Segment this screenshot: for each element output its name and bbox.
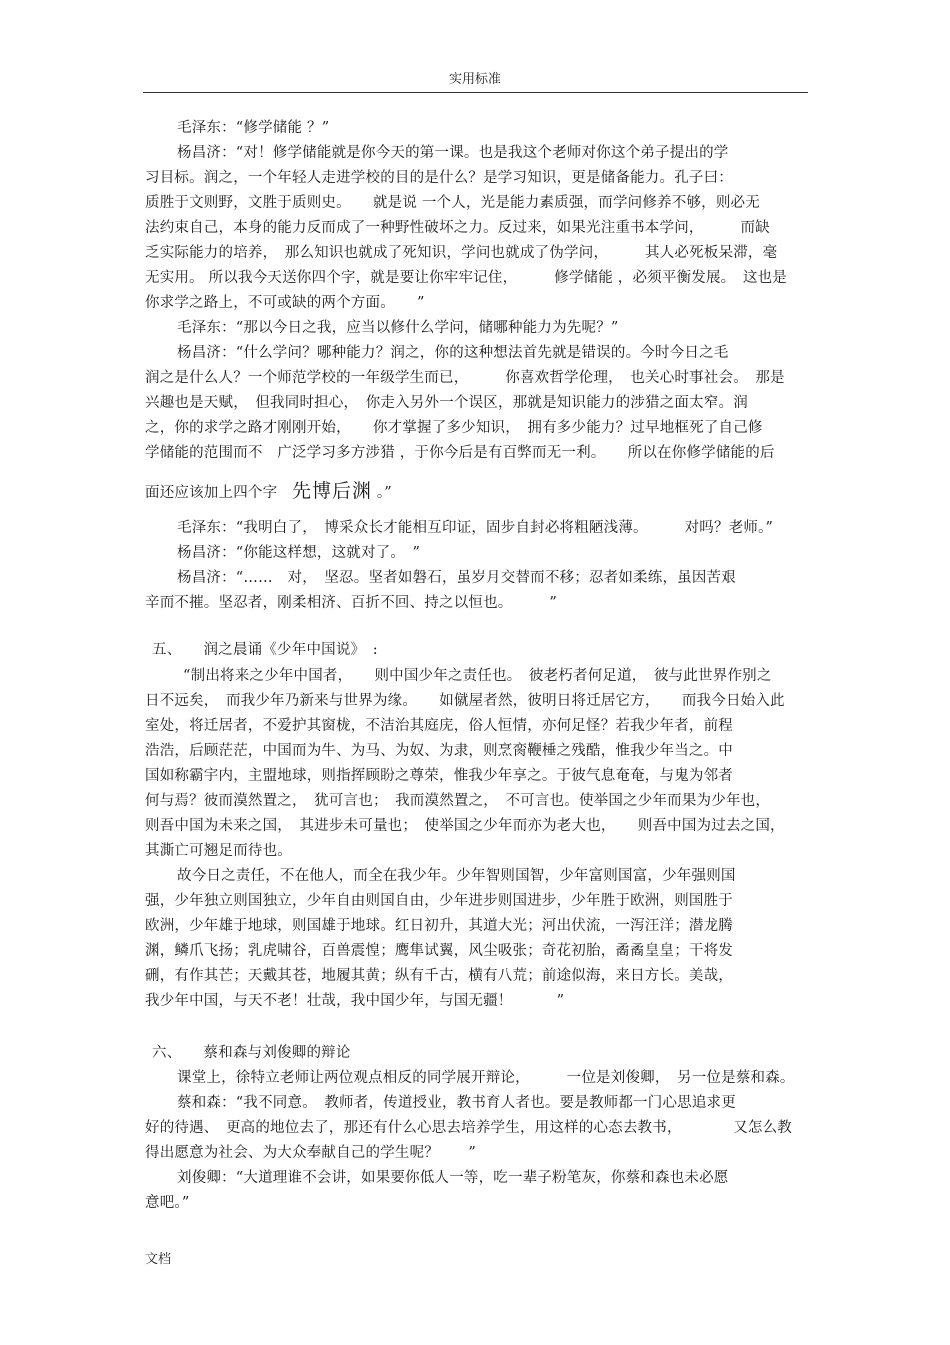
text-fragment: 。”: [372, 485, 392, 501]
text-line: 何与焉？彼而漠然置之， 犹可言也； 我而漠然置之， 不可言也。使举国之少年而果为少年也，: [145, 793, 771, 809]
text-line: 杨昌济：“对！修学储能就是你今天的第一课。也是我这个老师对你这个弟子提出的学: [177, 145, 729, 161]
text-line: 浩浩，后顾茫茫，中国而为牛、为马、为奴、为隶，则烹脔鞭棰之残酷，惟我少年当之。中: [145, 743, 733, 759]
text-line: 毛泽东：“我明白了， 博采众长才能相互印证，固步自封必将粗陋浅薄。 对吗？老师。”: [177, 520, 774, 536]
text-line: 则吾中国为未来之国， 其进步未可量也； 使举国之少年而亦为老大也， 则吾中国为过去之国，: [145, 818, 785, 834]
text-line: 意吧。”: [145, 1195, 190, 1211]
section-heading: 六、 蔡和森与刘俊卿的辩论: [152, 1045, 351, 1061]
text-line: 毛泽东：“修学储能 ？”: [177, 120, 330, 136]
text-line: 习目标。润之，一个年轻人走进学校的目的是什么？是学习知识，更是储备能力。孔子曰：: [145, 170, 733, 186]
text-line: 润之是什么人？一个师范学校的一年级学生而已， 你喜欢哲学伦理， 也关心时事社会。 那是: [145, 370, 785, 386]
text-line: 欧洲，少年雄于地球，则国雄于地球。红日初升，其道大光；河出伏流，一泻汪洋；潜龙腾: [145, 918, 733, 934]
page-header-title: 实用标准: [448, 72, 501, 87]
text-line: 故今日之责任，不在他人，而全在我少年。少年智则国智，少年富则国富，少年强则国: [177, 868, 736, 884]
text-line: 辛而不摧。坚忍者，刚柔相济、百折不回、持之以恒也。 ”: [145, 595, 557, 611]
text-line: 强，少年独立则国独立，少年自由则国自由，少年进步则国进步，少年胜于欧洲，则国胜于: [145, 893, 733, 909]
text-line: 之，你的求学之路才刚刚开始， 你才掌握了多少知识， 拥有多少能力？过早地框死了自己修: [145, 420, 763, 436]
text-fragment: 面还应该加上四个字: [145, 485, 292, 501]
text-line: “制出将来之少年中国者， 则中国少年之责任也。 彼老朽者何足道， 彼与此世界作别之: [183, 668, 772, 684]
text-line: 我少年中国，与天不老！壮哉，我中国少年，与国无疆！ ”: [145, 993, 565, 1009]
text-line: 刘俊卿：“大道理谁不会讲，如果要你低人一等，吃一辈子粉笔灰，你蔡和森也未必愿: [177, 1170, 729, 1186]
text-line: 法约束自己，本身的能力反而成了一种野性破坏之力。反过来，如果光注重书本学问， 而缺: [145, 220, 770, 236]
text-line: [145, 481, 810, 503]
section-heading: 五、 润之晨诵《少年中国说》 :: [152, 642, 378, 658]
text-line: 硎，有作其芒；天戴其苍，地履其黄；纵有千古，横有八荒；前途似海，来日方长。美哉，: [145, 968, 733, 984]
text-line: 无实用。 所以我今天送你四个字，就是要让你牢牢记住， 修学储能 ，必须平衡发展。 这也是: [145, 270, 787, 286]
text-line: 质胜于文则野，文胜于质则史。 就是说 一个人，光是能力素质强，而学问修养不够，则必无: [145, 195, 760, 211]
emphasized-phrase: 先博后渊: [292, 480, 373, 502]
text-line: 兴趣也是天赋， 但我同时担心， 你走入另外一个误区，那就是知识能力的涉猎之面太窄。润: [145, 395, 748, 411]
text-line: 毛泽东：“那以今日之我，应当以修什么学问，储哪种能力为先呢？”: [177, 320, 619, 336]
text-line: 渊，鳞爪飞扬；乳虎啸谷，百兽震惶；鹰隼试翼，风尘吸张；奇花初胎，矞矞皇皇；干将发: [145, 943, 733, 959]
text-line: 其澌亡可翘足而待也。: [145, 843, 292, 859]
text-line: 乏实际能力的培养， 那么知识也就成了死知识，学问也就成了伪学问， 其人必死板呆滞，毫: [145, 245, 778, 261]
text-line: 蔡和森：“我不同意。 教师者，传道授业，教书育人者也。要是教师都一门心思追求更: [177, 1095, 736, 1111]
text-line: 好的待遇、 更高的地位去了，那还有什么心思去培养学生，用这样的心态去教书， 又怎么教: [145, 1120, 792, 1136]
text-line: 室处，将迁居者，不爱护其窗栊，不洁治其庭庑，俗人恒情，亦何足怪？若我少年者，前程: [145, 718, 733, 734]
text-line: 你求学之路上，不可或缺的两个方面。 ”: [145, 295, 425, 311]
text-line: 杨昌济：“什么学问？哪种能力？润之，你的这种想法首先就是错误的。今时今日之毛: [177, 345, 729, 361]
text-line: 杨昌济：“…… 对， 坚忍。坚者如磐石，虽岁月交替而不移；忍者如柔练，虽因苦艰: [177, 570, 736, 586]
page-footer-label: 文档: [145, 1252, 172, 1267]
text-line: 学储能的范围而不 广泛学习多方涉猎 ，于你今后是有百弊而无一利。 所以在你修学储能的后: [145, 445, 775, 461]
text-line: 国如称霸宇内，主盟地球，则指挥顾盼之尊荣，惟我少年享之。于彼气息奄奄，与鬼为邻者: [145, 768, 733, 784]
text-line: 杨昌济：“你能这样想，这就对了。 ”: [177, 545, 421, 561]
text-line: 课堂上，徐特立老师让两位观点相反的同学展开辩论， 一位是刘俊卿， 另一位是蔡和森。: [177, 1070, 795, 1086]
text-line: 得出愿意为社会、为大众奉献自己的学生呢？ ”: [145, 1145, 477, 1161]
text-line: 日不远矣， 而我少年乃新来与世界为缘。 如僦屋者然，彼明日将迁居它方， 而我今日始入此: [145, 693, 785, 709]
header-divider: [143, 92, 808, 93]
